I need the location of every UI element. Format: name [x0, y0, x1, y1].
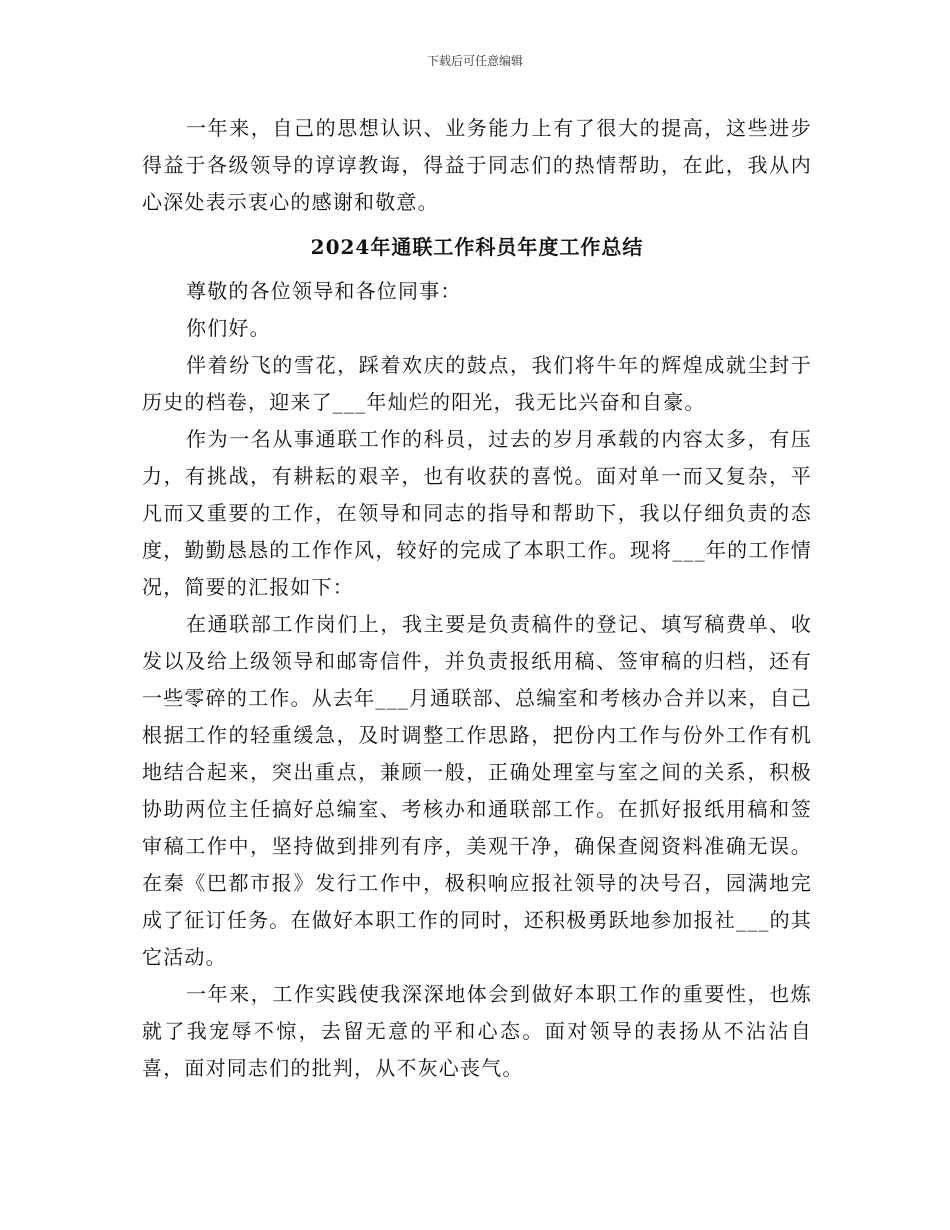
- body-paragraph-3: 在通联部工作岗们上，我主要是负责稿件的登记、填写稿费单、收发以及给上级领导和邮寄信件，并负责报纸用稿、签审稿的归档，还有一些零碎的工作。从去年___月通联部、总编室和考核办合并以来，自己根据工作的轻重缓急，及时调整工作思路，把份内工作与份外工作有机地结合起来，突出重点，兼顾一般，正确处理室与室之间的关系，积极协助两位主任搞好总编室、考核办和通联部工作。在抓好报纸用稿和签审稿工作中，坚持做到排列有序，美观干净，确保查阅资料准确无误。在秦《巴都市报》发行工作中，极积响应报社领导的决号召，园满地完成了征订任务。在做好本职工作的同时，还积极勇跃地参加报社___的其它活动。: [142, 612, 812, 969]
- document-body: [142, 110, 812, 1087]
- page-header: 下载后可任意编辑: [426, 54, 523, 68]
- body-paragraph-2: 作为一名从事通联工作的科员，过去的岁月承载的内容太多，有压力，有挑战，有耕耘的艰辛，也有收获的喜悦。面对单一而又复杂，平凡而又重要的工作，在领导和同志的指导和帮助下，我以仔细负责的态度，勤勤恳恳的工作作风，较好的完成了本职工作。现将___年的工作情况，简要的汇报如下：: [142, 427, 812, 599]
- body-paragraph-1: 伴着纷飞的雪花，踩着欢庆的鼓点，我们将牛年的辉煌成就尘封于历史的档卷，迎来了___年灿烂的阳光，我无比兴奋和自豪。: [142, 353, 812, 414]
- intro-paragraph: 一年来，自己的思想认识、业务能力上有了很大的提高，这些进步得益于各级领导的谆谆教诲，得益于同志们的热情帮助，在此，我从内心深处表示衷心的感谢和敬意。: [142, 116, 812, 214]
- body-paragraph-4: 一年来，工作实践使我深深地体会到做好本职工作的重要性，也炼就了我宠辱不惊，去留无意的平和心态。面对领导的表扬从不沾沾自喜，面对同志们的批判，从不灰心丧气。: [142, 982, 812, 1080]
- greeting: 尊敬的各位领导和各位同事：: [186, 279, 462, 303]
- document-title: 2024年通联工作科员年度工作总结: [310, 235, 644, 259]
- hello-line: 你们好。: [186, 316, 271, 340]
